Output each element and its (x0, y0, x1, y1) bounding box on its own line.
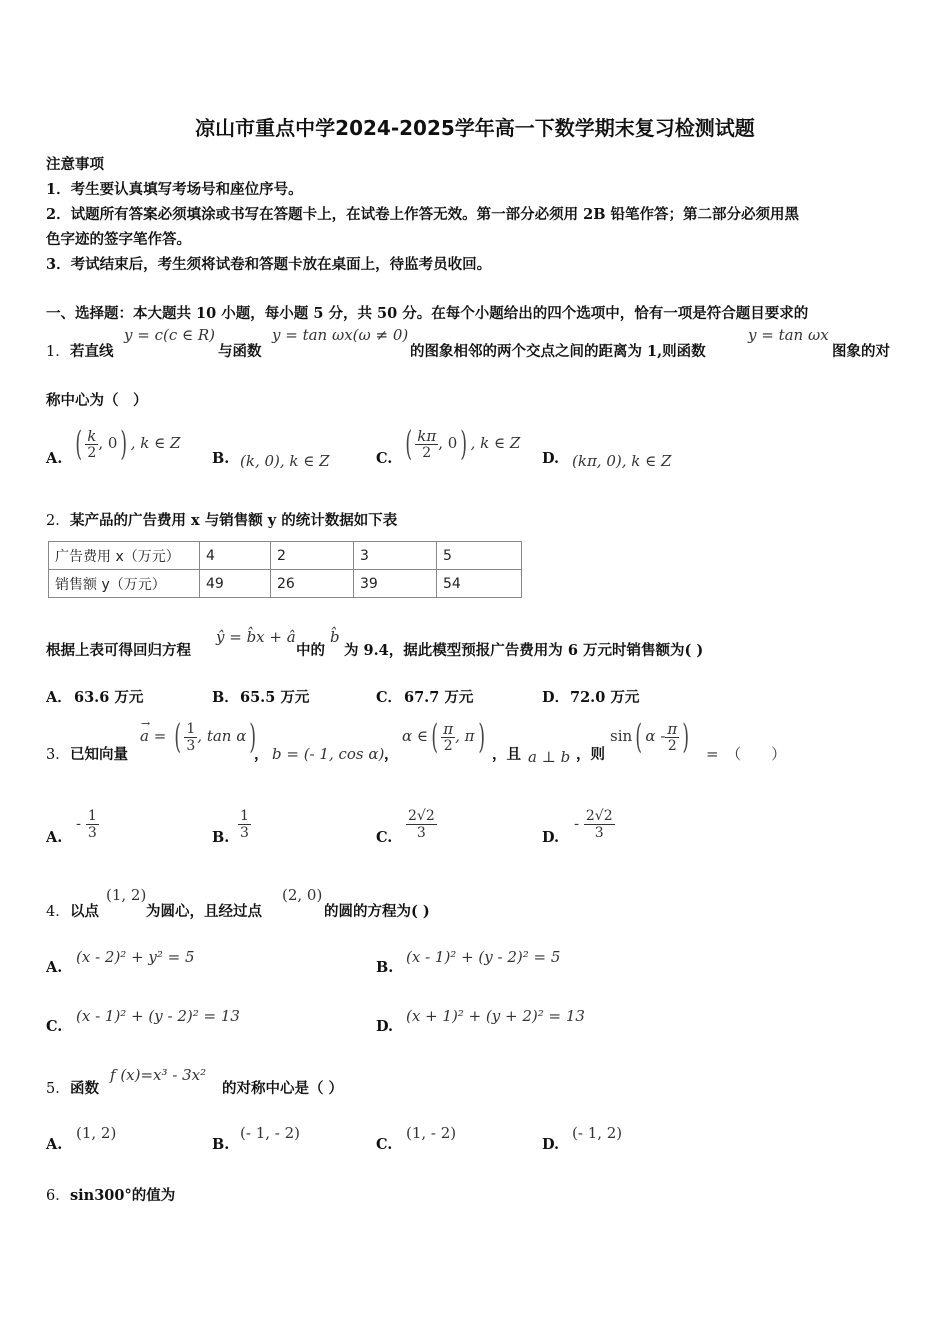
q2-option-d: 72.0 万元 (570, 689, 640, 706)
q4-text-1: 以点 (70, 903, 99, 920)
q3-text-1: 已知向量 (70, 746, 128, 763)
q5-option-c: (1, - 2) (406, 1124, 457, 1142)
q2-option-c-label: C． (376, 689, 403, 706)
q2-option-b: 65.5 万元 (240, 689, 310, 706)
q1-option-d-label: D. (542, 450, 560, 467)
q3-option-c-label: C. (376, 829, 393, 846)
q3-number: 3． (46, 747, 70, 763)
q1-text-4: 图象的对 (832, 343, 890, 360)
q2-number: 2． (46, 513, 70, 529)
q2-option-b-label: B． (212, 689, 239, 706)
q2-text-3: 为 9.4，据此模型预报广告费用为 6 万元时销售额为( ) (344, 642, 704, 659)
q4-number: 4． (46, 904, 70, 920)
q5-option-d-label: D. (542, 1136, 560, 1153)
q2-option-c: 67.7 万元 (404, 689, 474, 706)
q4-option-b-label: B. (376, 959, 394, 976)
q3-pi: , π (455, 727, 475, 745)
q3-option-a-label: A. (46, 829, 63, 846)
q1-option-b-label: B. (212, 450, 230, 467)
q1-math-2: y = tan ωx(ω ≠ 0) (272, 326, 409, 344)
q1-option-d: (kπ, 0), k ∈ Z (572, 452, 672, 470)
table-cell: 4 (200, 542, 271, 570)
q5-option-b: (- 1, - 2) (240, 1124, 300, 1142)
table-cell: 销售额 y（万元） (49, 570, 200, 598)
q3-sin-den: 2 (667, 737, 677, 754)
table-cell: 54 (437, 570, 522, 598)
q5-option-b-label: B. (212, 1136, 230, 1153)
q4-text-3: 的圆的方程为( ) (324, 903, 430, 920)
q3-comma-1: ， (254, 746, 269, 763)
q3-pi-den: 2 (443, 737, 453, 754)
q5-option-a: (1, 2) (76, 1124, 117, 1142)
q3-option-c (406, 808, 437, 841)
q2-math-1: ŷ = b̂x + â (216, 628, 296, 646)
q3-frac-num: 1 (186, 720, 196, 737)
q3-va: → a (140, 717, 151, 745)
q1-math-1: y = c(c ∈ R) (124, 326, 216, 344)
q4-option-a-label: A. (46, 959, 63, 976)
q4-math-1: (1, 2) (106, 886, 147, 904)
q3-minus: α - (645, 727, 666, 745)
q3-text-2: ，且 (492, 746, 521, 763)
table-cell: 广告费用 x（万元） (49, 542, 200, 570)
q2-text-1: 根据上表可得回归方程 (46, 642, 191, 659)
table-cell: 2 (271, 542, 354, 570)
table-cell: 5 (437, 542, 522, 570)
table-cell: 39 (354, 570, 437, 598)
q1-c-tail: , 0 (438, 434, 458, 452)
q5-math-1: f (x)=x³ - 3x² (110, 1066, 207, 1084)
q2-option-a: 63.6 万元 (74, 689, 144, 706)
q4-option-c-label: C. (46, 1018, 63, 1035)
q3-option-d (574, 808, 615, 841)
q1-c-num: kπ (417, 426, 437, 445)
q2-option-a-label: A． (46, 689, 72, 706)
section-heading: 一、选择题：本大题共 10 小题，每小题 5 分，共 50 分。在每个小题给出的四个选项中，恰有一项是符合题目要求的 (46, 305, 809, 322)
q3-frac-den: 3 (186, 737, 196, 754)
q1-text-5: 称中心为（ ） (46, 392, 148, 409)
q3-option-a (76, 808, 99, 841)
q1-a-num: k (87, 426, 97, 445)
q1-number: 1． (46, 344, 70, 360)
q1-option-b: (k, 0), k ∈ Z (240, 452, 330, 470)
table-cell: 49 (200, 570, 271, 598)
q4-option-a: (x - 2)² + y² = 5 (76, 948, 195, 966)
q3-alpha-range: α ∈( $\frac{\pi}{2}$ , π) (402, 717, 485, 757)
q1-math-3: y = tan ωx (748, 326, 829, 344)
notice-heading: 注意事项 (46, 156, 104, 173)
q4-text-2: 为圆心，且经过点 (146, 903, 262, 920)
q6-number: 6． (46, 1188, 70, 1204)
q3-tan: , tan α (197, 727, 247, 745)
q1-c-den: 2 (422, 444, 432, 461)
q3-alpha-in: α ∈ (402, 727, 429, 745)
q1-a-den: 2 (87, 444, 97, 461)
q2-text: 某产品的广告费用 x 与销售额 y 的统计数据如下表 (70, 512, 398, 529)
q3-b-den: 3 (240, 825, 249, 841)
q3-a-den: 3 (87, 825, 97, 841)
q3-sin: sin (610, 727, 633, 745)
q3-sin-expr: sin( α - $\frac{\pi}{2}$ ) (610, 717, 690, 757)
page-title: 凉山市重点中学2024-2025学年高一下数学期末复习检测试题 (195, 116, 755, 140)
q3-eq: = (153, 727, 167, 745)
q1-c-suffix: , k ∈ Z (470, 434, 521, 452)
q3-end: = （ ） (706, 745, 787, 763)
q5-option-a-label: A. (46, 1136, 63, 1153)
q4-option-c: (x - 1)² + (y - 2)² = 13 (76, 1007, 240, 1025)
q1-option-c: ( $\frac{k\pi}{2}$ , 0) , k ∈ Z (405, 424, 521, 464)
q3-d-den: 3 (594, 825, 604, 841)
q1-a-suffix: , k ∈ Z (130, 434, 181, 452)
q3-text-3: ，则 (576, 746, 605, 763)
q1-a-tail: , 0 (98, 434, 118, 452)
q2-math-2: b̂ (330, 628, 340, 646)
q5-text-1: 函数 (70, 1080, 99, 1097)
q3-a-num: 1 (87, 808, 97, 824)
q3-c-den: 3 (416, 825, 426, 841)
q1-option-a: ( $\frac{k}{2}$ , 0) , k ∈ Z (75, 424, 181, 464)
data-table (48, 541, 522, 598)
q4-math-2: (2, 0) (282, 886, 323, 904)
q6-text: sin300°的值为 (70, 1187, 176, 1204)
q3-d-num: 2√2 (585, 808, 613, 824)
table-row (49, 542, 522, 570)
notice-item-2-cont: 色字迹的签字笔作答。 (46, 231, 191, 248)
table-cell: 3 (354, 542, 437, 570)
q3-math-b: b = (- 1, cos α) (272, 745, 385, 763)
table-cell: 26 (271, 570, 354, 598)
q5-option-c-label: C. (376, 1136, 393, 1153)
table-row (49, 570, 522, 598)
q3-sin-num: π (667, 719, 678, 738)
q1-option-c-label: C. (376, 450, 393, 467)
q3-option-b-label: B. (212, 829, 230, 846)
q5-option-d: (- 1, 2) (572, 1124, 623, 1142)
q2-text-2: 中的 (296, 642, 325, 659)
q3-a-sign: - (76, 814, 82, 833)
q3-vector-a: → a = ( $\frac{1}{3}$ , tan α) (140, 717, 257, 757)
q5-number: 5． (46, 1081, 70, 1097)
q3-d-sign: - (574, 814, 580, 833)
q4-option-d-label: D. (376, 1018, 394, 1035)
notice-item-2: 2．试题所有答案必须填涂或书写在答题卡上，在试卷上作答无效。第一部分必须用 2B 铅笔作答；第二部分必须用黑 (46, 206, 800, 223)
q4-option-b: (x - 1)² + (y - 2)² = 5 (406, 948, 561, 966)
q1-text-3: 的图象相邻的两个交点之间的距离为 1,则函数 (410, 343, 706, 360)
q3-pi-num: π (443, 719, 454, 738)
q1-option-a-label: A. (46, 450, 63, 467)
notice-item-1: 1．考生要认真填写考场号和座位序号。 (46, 181, 303, 198)
q3-c-num: 2√2 (408, 808, 435, 824)
q5-text-2: 的对称中心是（ ） (222, 1080, 344, 1097)
q1-text-1: 若直线 (70, 343, 114, 360)
q2-option-d-label: D． (542, 689, 570, 706)
q3-b-num: 1 (240, 808, 249, 824)
q4-option-d: (x + 1)² + (y + 2)² = 13 (406, 1007, 585, 1025)
q1-text-2: 与函数 (218, 343, 262, 360)
notice-item-3: 3．考试结束后，考生须将试卷和答题卡放在桌面上，待监考员收回。 (46, 256, 492, 273)
q3-option-d-label: D. (542, 829, 560, 846)
q3-comma-2: ， (384, 746, 399, 763)
q3-option-b (238, 808, 251, 841)
q3-math-perp: a ⊥ b (528, 748, 571, 766)
